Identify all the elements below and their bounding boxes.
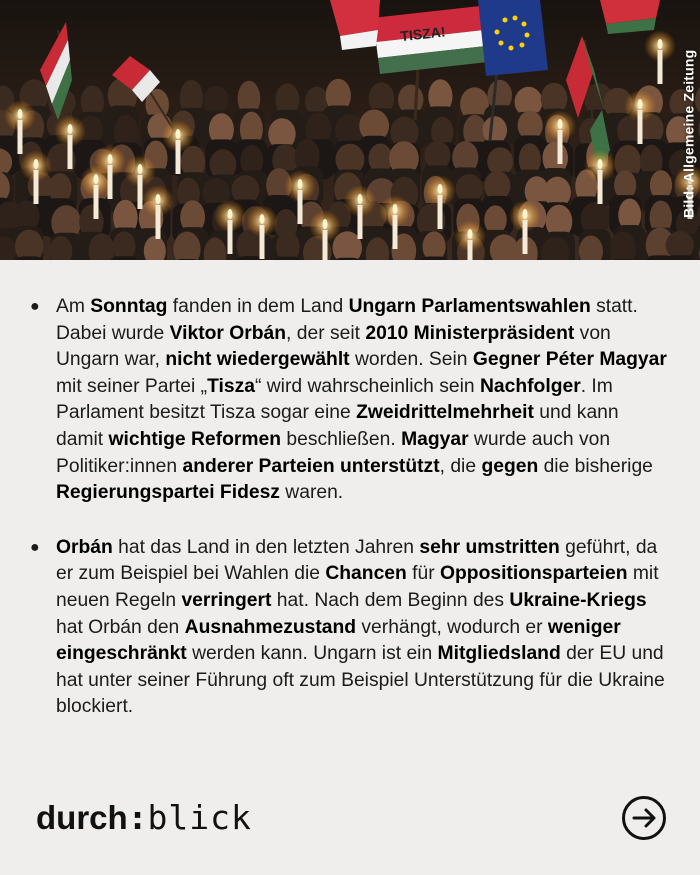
emphasis-text: nicht wiedergewählt xyxy=(165,349,350,371)
body-text: mit seiner Partei „ xyxy=(56,375,208,397)
emphasis-text: Sonntag xyxy=(90,296,168,317)
body-text: fanden in dem Land xyxy=(167,296,349,317)
emphasis-text: Chancen xyxy=(325,563,407,585)
body-text: “ wird wahrscheinlich sein xyxy=(254,375,480,397)
emphasis-text: verringert xyxy=(181,589,272,611)
body-text: der EU und hat unter seiner Führung oft zum Beispiel Unterstützung für die Ukraine blockiert. xyxy=(56,643,665,718)
emphasis-text: weniger eingeschränkt xyxy=(56,616,621,665)
body-text: Am xyxy=(56,296,91,317)
durchblick-logo xyxy=(36,798,252,837)
logo-colon: : xyxy=(127,798,148,837)
bullet-text xyxy=(56,535,670,721)
emphasis-text: Nachfolger xyxy=(479,375,581,397)
crowd-photo xyxy=(0,0,700,260)
body-text: geführt, da er zum Beispiel bei Wahlen die xyxy=(56,536,658,585)
body-text: , die xyxy=(439,455,482,477)
bullet-item xyxy=(30,535,670,721)
emphasis-text: Ungarn Parlamentswahlen xyxy=(348,296,591,317)
emphasis-text: wichtige Reformen xyxy=(108,428,282,450)
emphasis-text: Orbán xyxy=(56,536,113,558)
emphasis-text: Tisza xyxy=(207,375,255,397)
body-text: verhängt, wodurch er xyxy=(356,616,548,638)
body-text: . Im Parlament besitzt Tisza sogar eine xyxy=(56,375,613,424)
header-photo xyxy=(0,0,700,260)
emphasis-text: 2010 Ministerpräsident xyxy=(365,322,575,344)
body-text: hat das Land in den letzten Jahren xyxy=(112,536,420,558)
body-text: , der seit xyxy=(286,322,366,344)
emphasis-text: Viktor Orbán xyxy=(169,322,287,344)
emphasis-text: gegen xyxy=(481,455,539,477)
bullet-dot-icon: ● xyxy=(30,298,40,315)
emphasis-text: Regierungspartei Fidesz xyxy=(56,482,280,504)
logo-light: blick xyxy=(147,798,252,837)
emphasis-text: sehr umstritten xyxy=(419,536,560,558)
svg-text:TISZA!: TISZA! xyxy=(399,23,447,45)
bullet-text xyxy=(56,294,670,507)
emphasis-text: Ausnahmezustand xyxy=(184,616,357,638)
logo-strong: durch xyxy=(36,799,128,836)
emphasis-text: Magyar xyxy=(401,428,469,450)
body-text: wurde auch von Politiker:innen xyxy=(56,428,611,477)
emphasis-text: Gegner Péter Magyar xyxy=(472,349,667,371)
body-text: beschließen. xyxy=(281,428,402,450)
next-slide-button[interactable] xyxy=(621,795,667,841)
body-text: hat. Nach dem Beginn des xyxy=(271,589,510,611)
emphasis-text: Oppositionsparteien xyxy=(440,563,628,585)
photo-credit: Bild: Allgemeine Zeitung xyxy=(680,49,696,218)
emphasis-text: anderer Parteien unterstützt xyxy=(182,455,440,477)
bullet-dot-icon: ● xyxy=(30,538,40,556)
body-text: hat Orbán den xyxy=(56,616,185,638)
body-text: mit neuen Regeln xyxy=(56,563,659,611)
body-text: werden kann. Ungarn ist ein xyxy=(186,643,438,665)
emphasis-text: Ukraine-Kriegs xyxy=(509,589,647,611)
body-text: waren. xyxy=(279,482,344,504)
body-text: die bisherige xyxy=(538,455,653,477)
body-text: und kann damit xyxy=(56,402,619,450)
emphasis-text: Zweidrittelmehrheit xyxy=(356,402,534,424)
bullet-item xyxy=(30,294,670,507)
emphasis-text: Mitgliedsland xyxy=(437,643,561,665)
article-body xyxy=(30,294,670,721)
body-text: von Ungarn war, xyxy=(56,322,611,371)
body-text: worden. Sein xyxy=(349,349,473,371)
body-text: für xyxy=(406,563,441,585)
body-text: statt. Dabei wurde xyxy=(56,296,638,344)
arrow-right-circle-icon xyxy=(621,795,667,841)
